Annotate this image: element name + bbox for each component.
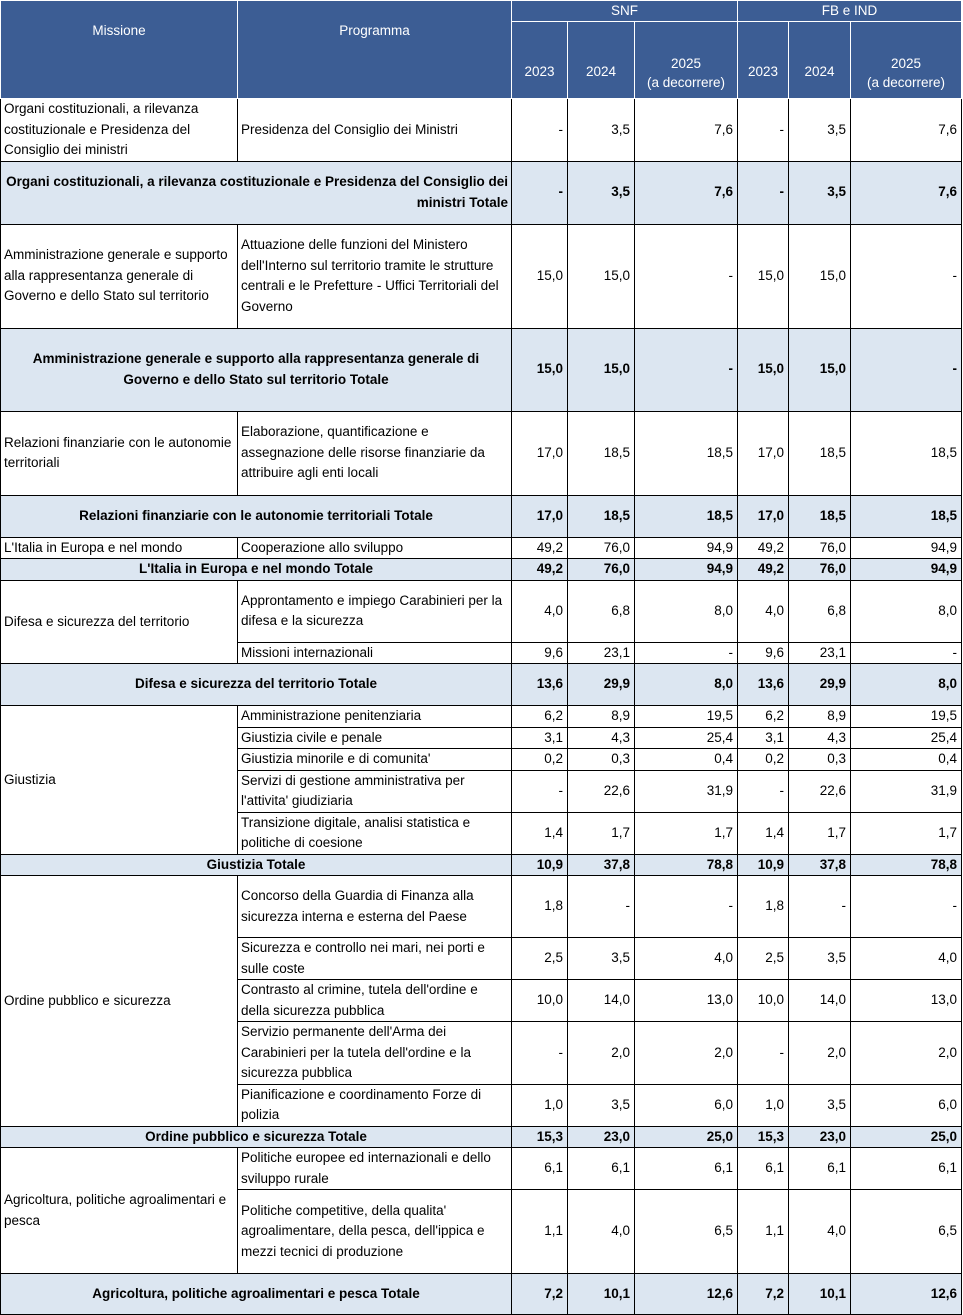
value-cell: - [635,224,738,328]
value-cell: 4,0 [512,580,568,642]
value-cell: 17,0 [512,411,568,495]
value-cell: 13,0 [851,980,962,1022]
programma-cell: Missioni internazionali [238,642,512,664]
header-programma: Programma [238,1,512,99]
total-value: 15,3 [512,1126,568,1148]
programma-cell: Transizione digitale, analisi statistica e politiche di coesione [238,812,512,854]
value-cell: 23,1 [789,642,851,664]
header-group-snf: SNF [512,1,738,22]
total-value: 23,0 [789,1126,851,1148]
total-value: 15,0 [738,328,789,411]
total-value: 3,5 [568,161,635,224]
total-value: 37,8 [568,854,635,876]
total-label: L'Italia in Europa e nel mondo Totale [1,559,512,581]
value-cell: 18,5 [568,411,635,495]
value-cell: 4,0 [738,580,789,642]
value-cell: 6,1 [738,1148,789,1190]
total-value: 25,0 [851,1126,962,1148]
value-cell: - [512,99,568,162]
total-value: 78,8 [635,854,738,876]
programma-cell: Elaborazione, quantificazione e assegnazione delle risorse finanziarie da attribuire agli enti locali [238,411,512,495]
value-cell: 4,0 [851,938,962,980]
value-cell: 15,0 [738,224,789,328]
total-value: 23,0 [568,1126,635,1148]
value-cell: 7,6 [635,99,738,162]
value-cell: 4,0 [568,1190,635,1274]
header-group-fb-ind: FB e IND [738,1,962,22]
programma-cell: Giustizia civile e penale [238,727,512,749]
table-row [1,411,962,495]
programma-cell: Servizio permanente dell'Arma dei Carabinieri per la tutela dell'ordine e la sicurezza pubblica [238,1022,512,1085]
total-label: Amministrazione generale e supporto alla rappresentanza generale di Governo e dello Stato sul territorio Totale [1,328,512,411]
value-cell: 18,5 [789,411,851,495]
missione-cell: Agricoltura, politiche agroalimentari e pesca [1,1148,238,1274]
total-value: 15,0 [789,328,851,411]
value-cell: 14,0 [789,980,851,1022]
total-value: 37,8 [789,854,851,876]
value-cell: 7,6 [851,99,962,162]
value-cell: 6,5 [851,1190,962,1274]
value-cell: - [851,876,962,938]
table-row [1,876,962,938]
programma-cell: Servizi di gestione amministrativa per l'attivita' giudiziaria [238,770,512,812]
value-cell: 13,0 [635,980,738,1022]
total-row [1,559,962,581]
table-row [1,537,962,559]
value-cell: 1,8 [512,876,568,938]
header-fb-2024: 2024 [789,22,851,99]
total-value: 15,0 [568,328,635,411]
value-cell: 1,4 [512,812,568,854]
value-cell: 3,5 [568,99,635,162]
programma-cell: Pianificazione e coordinamento Forze di polizia [238,1084,512,1126]
total-value: 3,5 [789,161,851,224]
total-row [1,854,962,876]
total-value: 18,5 [851,495,962,537]
value-cell: 1,7 [568,812,635,854]
total-value: 7,6 [851,161,962,224]
value-cell: 0,3 [789,749,851,771]
total-value: 10,9 [738,854,789,876]
total-value: 18,5 [635,495,738,537]
table-row [1,706,962,728]
total-value: 8,0 [635,664,738,706]
value-cell: 6,8 [568,580,635,642]
total-label: Agricoltura, politiche agroalimentari e pesca Totale [1,1274,512,1315]
total-value: 94,9 [635,559,738,581]
total-value: 49,2 [512,559,568,581]
total-value: - [512,161,568,224]
total-value: 76,0 [789,559,851,581]
value-cell: - [851,642,962,664]
table-row [1,580,962,642]
value-cell: 8,0 [851,580,962,642]
value-cell: 9,6 [512,642,568,664]
value-cell: - [738,1022,789,1085]
total-value: 17,0 [512,495,568,537]
header-snf-2023: 2023 [512,22,568,99]
value-cell: 8,9 [568,706,635,728]
programma-cell: Politiche competitive, della qualita' agroalimentare, della pesca, dell'ippica e mezzi tecnici di produzione [238,1190,512,1274]
value-cell: 8,0 [635,580,738,642]
header-fb-2023: 2023 [738,22,789,99]
total-label: Difesa e sicurezza del territorio Totale [1,664,512,706]
total-value: 29,9 [568,664,635,706]
value-cell: - [635,876,738,938]
total-value: 7,2 [738,1274,789,1315]
total-row [1,1126,962,1148]
programma-cell: Giustizia minorile e di comunita' [238,749,512,771]
total-value: 49,2 [738,559,789,581]
total-value: - [738,161,789,224]
value-cell: 2,0 [851,1022,962,1085]
total-value: 10,1 [568,1274,635,1315]
total-value: 10,1 [789,1274,851,1315]
value-cell: 76,0 [568,537,635,559]
value-cell: 18,5 [851,411,962,495]
missione-cell: Relazioni finanziarie con le autonomie territoriali [1,411,238,495]
value-cell: 25,4 [851,727,962,749]
value-cell: 31,9 [635,770,738,812]
header-fb-2025: 2025 (a decorrere) [851,22,962,99]
total-row [1,495,962,537]
missione-cell: Difesa e sicurezza del territorio [1,580,238,664]
missione-cell: L'Italia in Europa e nel mondo [1,537,238,559]
value-cell: 6,2 [738,706,789,728]
value-cell: - [635,642,738,664]
total-row [1,161,962,224]
value-cell: 1,0 [512,1084,568,1126]
value-cell: 0,3 [568,749,635,771]
value-cell: - [512,770,568,812]
value-cell: 15,0 [568,224,635,328]
value-cell: 22,6 [789,770,851,812]
value-cell: 9,6 [738,642,789,664]
missione-cell: Amministrazione generale e supporto alla rappresentanza generale di Governo e dello Stato sul territorio [1,224,238,328]
value-cell: 3,1 [512,727,568,749]
total-value: 29,9 [789,664,851,706]
value-cell: 2,5 [512,938,568,980]
programma-cell: Attuazione delle funzioni del Ministero dell'Interno sul territorio tramite le strutture centrali e le Prefetture - Uffici Territoriali del Governo [238,224,512,328]
table-row [1,224,962,328]
value-cell: 4,3 [789,727,851,749]
value-cell: 4,0 [789,1190,851,1274]
value-cell: 3,5 [789,99,851,162]
total-value: 10,9 [512,854,568,876]
header-missione: Missione [1,1,238,99]
value-cell: - [568,876,635,938]
value-cell: 18,5 [635,411,738,495]
total-value: 12,6 [851,1274,962,1315]
value-cell: 1,7 [789,812,851,854]
value-cell: 6,5 [635,1190,738,1274]
value-cell: 6,1 [789,1148,851,1190]
value-cell: 1,4 [738,812,789,854]
total-row [1,664,962,706]
value-cell: 19,5 [635,706,738,728]
value-cell: 6,0 [635,1084,738,1126]
value-cell: - [851,224,962,328]
value-cell: 2,0 [635,1022,738,1085]
value-cell: 10,0 [738,980,789,1022]
value-cell: 15,0 [512,224,568,328]
missione-cell: Ordine pubblico e sicurezza [1,876,238,1127]
value-cell: 4,3 [568,727,635,749]
total-value: 15,3 [738,1126,789,1148]
value-cell: 0,4 [851,749,962,771]
value-cell: 22,6 [568,770,635,812]
total-value: - [851,328,962,411]
value-cell: 15,0 [789,224,851,328]
value-cell: 2,0 [568,1022,635,1085]
value-cell: 23,1 [568,642,635,664]
missione-cell: Organi costituzionali, a rilevanza costituzionale e Presidenza del Consiglio dei ministri [1,99,238,162]
value-cell: 6,1 [851,1148,962,1190]
value-cell: 6,1 [512,1148,568,1190]
programma-cell: Cooperazione allo sviluppo [238,537,512,559]
header-snf-2025: 2025 (a decorrere) [635,22,738,99]
value-cell: 49,2 [512,537,568,559]
total-value: 15,0 [512,328,568,411]
value-cell: 76,0 [789,537,851,559]
value-cell: 3,5 [789,938,851,980]
value-cell: 2,5 [738,938,789,980]
value-cell: 3,1 [738,727,789,749]
total-value: 18,5 [789,495,851,537]
value-cell: 0,2 [738,749,789,771]
missione-cell: Giustizia [1,706,238,855]
total-value: 13,6 [512,664,568,706]
value-cell: 6,2 [512,706,568,728]
value-cell: - [512,1022,568,1085]
programma-cell: Presidenza del Consiglio dei Ministri [238,99,512,162]
value-cell: 49,2 [738,537,789,559]
value-cell: 4,0 [635,938,738,980]
value-cell: 2,0 [789,1022,851,1085]
value-cell: 3,5 [568,938,635,980]
total-label: Ordine pubblico e sicurezza Totale [1,1126,512,1148]
value-cell: 3,5 [568,1084,635,1126]
value-cell: 14,0 [568,980,635,1022]
value-cell: 1,7 [635,812,738,854]
value-cell: - [738,770,789,812]
value-cell: 94,9 [635,537,738,559]
total-value: 76,0 [568,559,635,581]
value-cell: 6,1 [568,1148,635,1190]
value-cell: 31,9 [851,770,962,812]
value-cell: - [738,99,789,162]
programma-cell: Approntamento e impiego Carabinieri per la difesa e la sicurezza [238,580,512,642]
programma-cell: Amministrazione penitenziaria [238,706,512,728]
value-cell: 1,7 [851,812,962,854]
table-row [1,99,962,162]
table-row [1,1148,962,1190]
total-value: 18,5 [568,495,635,537]
value-cell: 1,0 [738,1084,789,1126]
programma-cell: Politiche europee ed internazionali e dello sviluppo rurale [238,1148,512,1190]
value-cell: 8,9 [789,706,851,728]
total-label: Relazioni finanziarie con le autonomie territoriali Totale [1,495,512,537]
programma-cell: Contrasto al crimine, tutela dell'ordine e della sicurezza pubblica [238,980,512,1022]
total-value: 8,0 [851,664,962,706]
value-cell: - [789,876,851,938]
total-value: - [635,328,738,411]
programma-cell: Concorso della Guardia di Finanza alla sicurezza interna e esterna del Paese [238,876,512,938]
value-cell: 17,0 [738,411,789,495]
value-cell: 1,1 [738,1190,789,1274]
value-cell: 0,4 [635,749,738,771]
total-value: 12,6 [635,1274,738,1315]
total-value: 7,2 [512,1274,568,1315]
value-cell: 1,8 [738,876,789,938]
value-cell: 3,5 [789,1084,851,1126]
value-cell: 94,9 [851,537,962,559]
value-cell: 25,4 [635,727,738,749]
total-value: 7,6 [635,161,738,224]
total-value: 94,9 [851,559,962,581]
total-value: 25,0 [635,1126,738,1148]
total-label: Giustizia Totale [1,854,512,876]
value-cell: 6,1 [635,1148,738,1190]
total-value: 78,8 [851,854,962,876]
total-value: 13,6 [738,664,789,706]
total-value: 17,0 [738,495,789,537]
value-cell: 6,8 [789,580,851,642]
value-cell: 10,0 [512,980,568,1022]
value-cell: 0,2 [512,749,568,771]
value-cell: 19,5 [851,706,962,728]
total-label: Organi costituzionali, a rilevanza costituzionale e Presidenza del Consiglio dei ministri Totale [1,161,512,224]
programma-cell: Sicurezza e controllo nei mari, nei porti e sulle coste [238,938,512,980]
value-cell: 1,1 [512,1190,568,1274]
value-cell: 6,0 [851,1084,962,1126]
header-snf-2024: 2024 [568,22,635,99]
total-row [1,328,962,411]
total-row [1,1274,962,1315]
